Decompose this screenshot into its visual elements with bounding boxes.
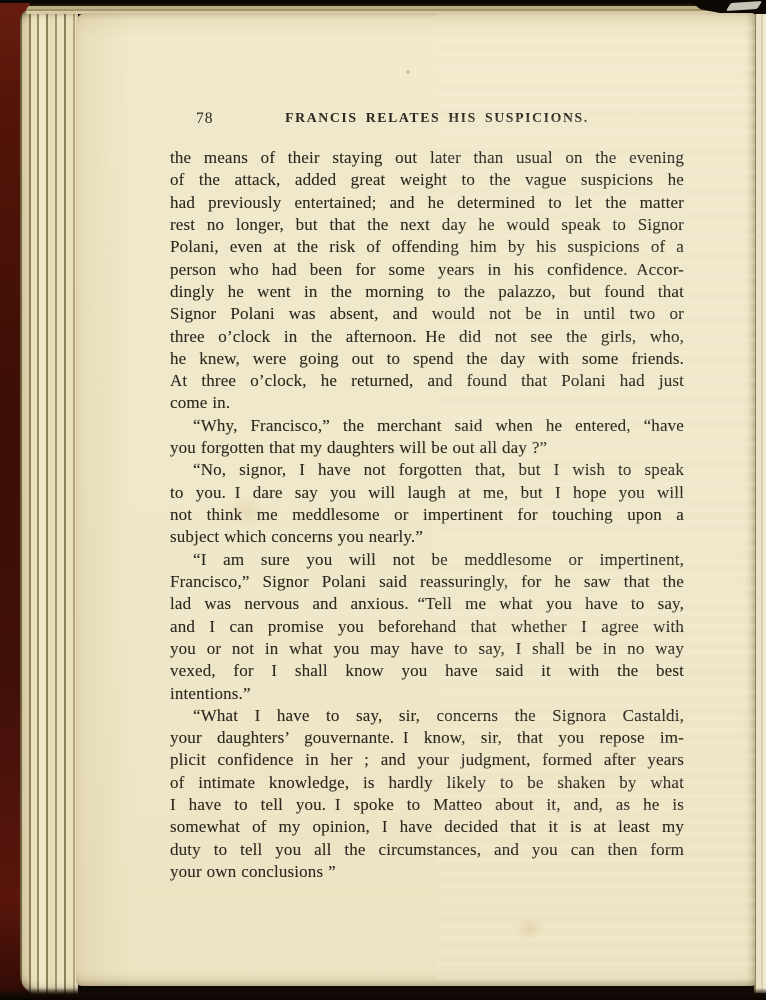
text-line: had previously entertained; and he determined to let the matter <box>170 192 684 212</box>
page-edges-left <box>20 9 78 995</box>
running-header: FRANCIS RELATES HIS SUSPICIONS. <box>285 110 589 125</box>
text-line: not think me meddlesome or impertinent for touching upon a <box>170 505 684 524</box>
text-line: duty to tell you all the circumstances, and you can then form <box>170 839 684 859</box>
text-line: “No, signor, I have not forgotten that, but I wish to speak <box>193 460 684 480</box>
text-line: Signor Polani was absent, and would not be in until two or <box>170 304 684 324</box>
text-line: of intimate knowledge, is hardly likely to be shaken by what <box>170 772 684 792</box>
page-header <box>170 110 684 130</box>
text-line: come in. <box>170 393 231 413</box>
text-line: lad was nervous and anxious. “Tell me what you have to say, <box>170 594 684 614</box>
text-line: intentions.” <box>170 683 251 703</box>
text-line: you or not in what you may have to say, I shall be in no way <box>170 638 684 658</box>
book-page <box>76 13 755 986</box>
text-line: and I can promise you beforehand that whether I agree with <box>170 616 684 636</box>
text-line: “What I have to say, sir, concerns the Signora Castaldi, <box>193 705 684 725</box>
page-body <box>170 147 684 883</box>
background-bottom <box>0 988 766 1000</box>
text-line: “Why, Francisco,” the merchant said when he entered, “have <box>193 415 684 435</box>
text-line: the means of their staying out later than usual on the evening <box>170 148 684 167</box>
text-line: vexed, for I shall know you have said it with the best <box>170 661 684 681</box>
text-line: I have to tell you. I spoke to Matteo about it, and, as he is <box>170 795 684 815</box>
text-line: your own conclusions ” <box>170 862 336 881</box>
text-line: of the attack, added great weight to the vague suspicions he <box>170 170 684 190</box>
text-line: to you. I dare say you will laugh at me, but I hope you will <box>170 482 684 502</box>
text-line: you forgotten that my daughters will be out all day ?” <box>170 438 548 458</box>
text-line: “I am sure you will not be meddlesome or impertinent, <box>193 549 684 569</box>
text-line: Polani, even at the risk of offending him by his suspicions of a <box>170 237 684 257</box>
text-line: Francisco,” Signor Polani said reassuringly, for he saw that the <box>170 571 684 591</box>
text-line: subject which concerns you nearly.” <box>170 527 424 547</box>
text-line: somewhat of my opinion, I have decided that it is at least my <box>170 817 684 837</box>
text-line: three o’clock in the afternoon. He did not see the girls, who, <box>170 326 684 346</box>
text-line: At three o’clock, he returned, and found that Polani had just <box>170 371 684 391</box>
text-line: plicit confidence in her ; and your judgment, formed after years <box>170 750 684 770</box>
page-number: 78 <box>196 110 214 127</box>
text-line: he knew, were going out to spend the day with some friends. <box>170 348 684 368</box>
text-line: rest no longer, but that the next day he would speak to Signor <box>170 214 684 234</box>
page-edges-right <box>754 14 766 993</box>
text-line: your daughters’ gouvernante. I know, sir, that you repose im- <box>170 728 684 748</box>
text-line: dingly he went in the morning to the palazzo, but found that <box>170 281 684 301</box>
text-line: person who had been for some years in his confidence. Accor- <box>170 259 684 279</box>
